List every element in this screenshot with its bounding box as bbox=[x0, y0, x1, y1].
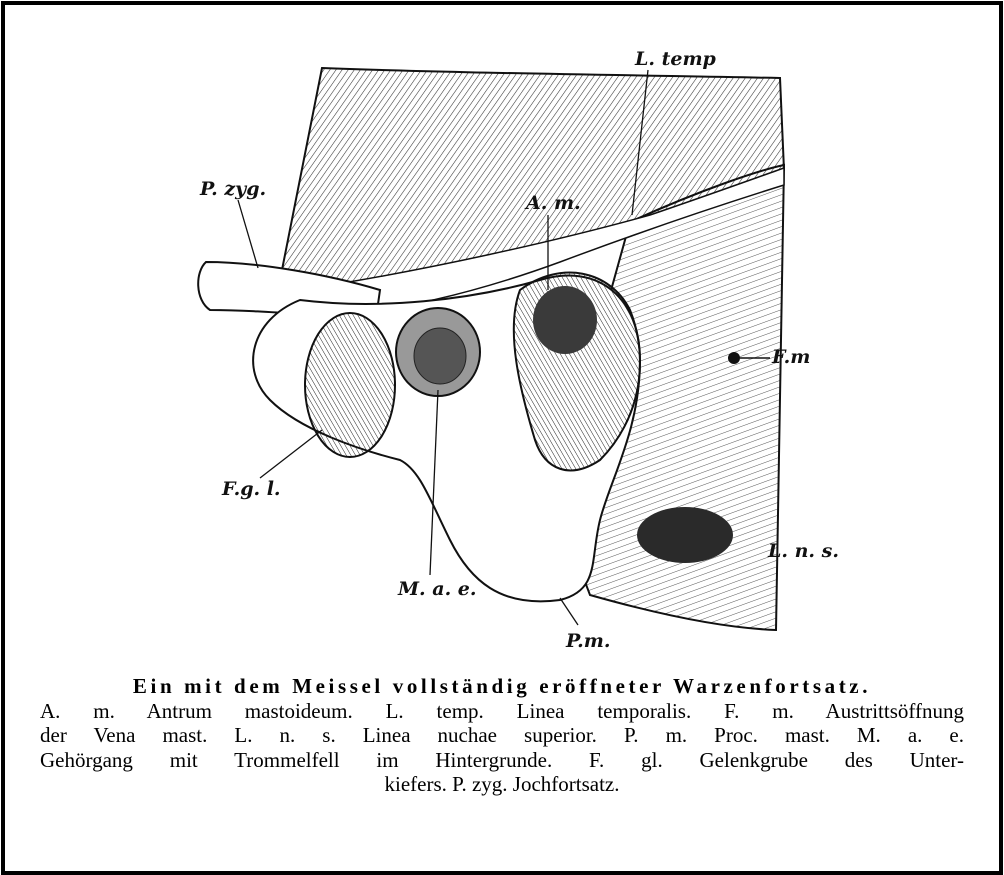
figure-caption bbox=[40, 674, 964, 797]
label-f-m: F.m bbox=[772, 346, 811, 368]
nuchal-depression bbox=[637, 507, 733, 563]
label-p-m: P.m. bbox=[566, 630, 611, 652]
label-a-m: A. m. bbox=[526, 192, 581, 214]
caption-line-2: der Vena mast. L. n. s. Linea nuchae superior. P. m. Proc. mast. M. a. e. bbox=[40, 723, 964, 747]
label-m-a-e: M. a. e. bbox=[398, 578, 477, 600]
label-p-zyg: P. zyg. bbox=[200, 178, 267, 200]
label-l-n-s: L. n. s. bbox=[768, 540, 839, 562]
glenoid-fossa bbox=[305, 313, 395, 457]
antrum-center bbox=[533, 286, 597, 354]
caption-line-4: kiefers. P. zyg. Jochfortsatz. bbox=[384, 772, 620, 796]
tympanic-membrane bbox=[414, 328, 466, 384]
label-l-temp: L. temp bbox=[635, 48, 716, 70]
caption-title: Ein mit dem Meissel vollständig eröffneter Warzenfortsatz. bbox=[132, 674, 872, 698]
label-f-gl: F.g. l. bbox=[222, 478, 281, 500]
caption-line-1: A. m. Antrum mastoideum. L. temp. Linea temporalis. F. m. Austrittsöffnung bbox=[40, 698, 964, 723]
caption-line-3: Gehörgang mit Trommelfell im Hintergrunde. F. gl. Gelenkgrube des Unter- bbox=[40, 747, 964, 772]
mastoid-foramen bbox=[728, 352, 740, 364]
